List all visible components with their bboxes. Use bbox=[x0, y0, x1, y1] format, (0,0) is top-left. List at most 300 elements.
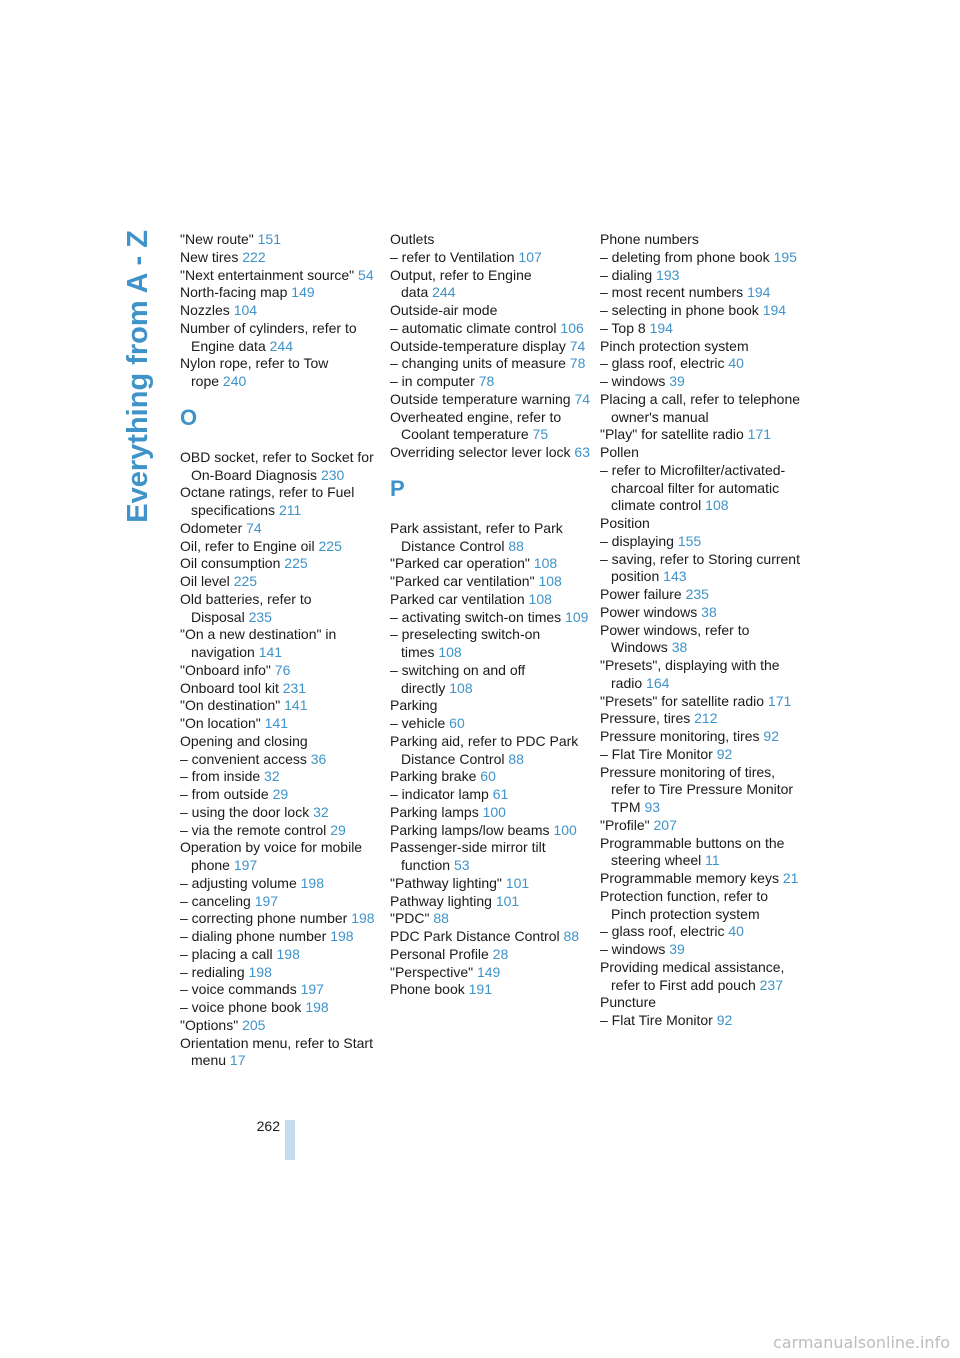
entry-term: Personal Profile bbox=[390, 945, 489, 962]
page-link[interactable]: 54 bbox=[358, 266, 374, 283]
side-title: Everything from A - Z bbox=[122, 230, 154, 523]
entry-term: Parking brake bbox=[390, 768, 477, 785]
page-link[interactable]: 198 bbox=[300, 874, 324, 891]
index-entry bbox=[180, 662, 380, 680]
index-entry bbox=[390, 662, 590, 698]
entry-term: "PDC" bbox=[390, 910, 430, 927]
page-link[interactable]: 74 bbox=[569, 337, 586, 354]
index-entry bbox=[600, 231, 800, 249]
entry-term: – refer to Ventilation bbox=[390, 248, 515, 265]
index-entry bbox=[390, 768, 590, 786]
index-entry bbox=[600, 764, 800, 817]
section-letter-p: P bbox=[390, 475, 405, 501]
entry-term: – dialing bbox=[600, 266, 653, 283]
entry-term: – saving, refer to Storing current position bbox=[600, 550, 800, 585]
page-link[interactable]: 104 bbox=[233, 302, 258, 318]
index-entry bbox=[600, 870, 800, 888]
index-entry bbox=[390, 391, 590, 409]
entry-term: – adjusting volume bbox=[180, 874, 297, 891]
index-entry bbox=[600, 462, 800, 515]
page-link[interactable]: 198 bbox=[305, 999, 329, 1015]
entry-term: – vehicle bbox=[390, 715, 446, 731]
page-link[interactable]: 197 bbox=[233, 857, 258, 873]
entry-term: Outside-air mode bbox=[390, 302, 498, 318]
page-link[interactable]: 101 bbox=[495, 892, 520, 909]
index-entry bbox=[600, 284, 800, 302]
page-link[interactable]: 225 bbox=[318, 537, 342, 554]
index-entry bbox=[390, 355, 590, 373]
entry-term: "On a new destination" in navigation bbox=[180, 626, 337, 660]
page-link[interactable]: 171 bbox=[747, 426, 772, 443]
page-link[interactable]: 78 bbox=[569, 355, 586, 372]
index-entry bbox=[390, 320, 590, 338]
index-entry bbox=[600, 355, 800, 373]
entry-term: Protection function, refer to Pinch protection system bbox=[600, 887, 769, 922]
entry-term: – correcting phone number bbox=[180, 910, 348, 927]
page-link[interactable]: 108 bbox=[705, 497, 729, 514]
index-entry bbox=[180, 484, 380, 520]
entry-term: – placing a call bbox=[180, 945, 273, 962]
index-entry bbox=[180, 946, 380, 964]
page-link[interactable]: 230 bbox=[320, 466, 345, 483]
page-link[interactable]: 36 bbox=[310, 750, 327, 767]
page-link[interactable]: 231 bbox=[282, 679, 307, 696]
index-entry bbox=[600, 586, 800, 604]
index-entry bbox=[600, 391, 800, 427]
page-link[interactable]: 60 bbox=[449, 715, 465, 731]
page-link[interactable]: 108 bbox=[449, 679, 473, 696]
entry-term: – deleting from phone book bbox=[600, 248, 770, 265]
index-entry bbox=[390, 822, 590, 840]
page-link[interactable]: 39 bbox=[669, 941, 685, 957]
index-entry bbox=[600, 888, 800, 924]
index-entry bbox=[600, 923, 800, 941]
page-link[interactable]: 88 bbox=[433, 910, 449, 927]
index-entry bbox=[390, 946, 590, 964]
index-entry bbox=[600, 604, 800, 622]
page-marker-bar bbox=[285, 1120, 295, 1160]
index-entry bbox=[180, 822, 380, 840]
page-link[interactable]: 141 bbox=[284, 697, 308, 714]
entry-term: Pathway lighting bbox=[390, 892, 492, 909]
page-link[interactable]: 244 bbox=[432, 284, 456, 301]
page-link[interactable]: 198 bbox=[276, 945, 300, 962]
page-link[interactable]: 197 bbox=[300, 981, 324, 998]
entry-term: Overheated engine, refer to Coolant temperature bbox=[390, 408, 562, 443]
page-link[interactable]: 92 bbox=[716, 1012, 733, 1028]
index-entry bbox=[390, 444, 590, 462]
entry-term: Opening and closing bbox=[180, 732, 308, 749]
page-link[interactable]: 141 bbox=[258, 644, 283, 660]
entry-term: Power failure bbox=[600, 586, 682, 602]
page-link[interactable]: 235 bbox=[248, 608, 272, 625]
index-entry bbox=[180, 839, 380, 875]
page-link[interactable]: 106 bbox=[560, 319, 584, 336]
index-entry bbox=[180, 355, 380, 391]
entry-term: "Options" bbox=[180, 1016, 239, 1033]
page-number: 262 bbox=[256, 1118, 280, 1134]
index-entry bbox=[600, 373, 800, 391]
index-entry bbox=[600, 817, 800, 835]
index-entry bbox=[390, 573, 590, 591]
entry-term: – selecting in phone book bbox=[600, 302, 759, 318]
entry-term: Pollen bbox=[600, 444, 639, 460]
entry-term: "Profile" bbox=[600, 816, 650, 833]
page-link[interactable]: 100 bbox=[482, 803, 506, 820]
page-link[interactable]: 198 bbox=[351, 910, 375, 927]
page-link[interactable]: 155 bbox=[677, 532, 702, 549]
entry-term: Puncture bbox=[600, 994, 657, 1011]
page-link[interactable]: 240 bbox=[222, 373, 247, 389]
index-entry bbox=[180, 231, 380, 249]
page-link[interactable]: 143 bbox=[663, 568, 687, 585]
page-link[interactable]: 74 bbox=[574, 390, 591, 407]
entry-term: – Top 8 bbox=[600, 319, 646, 336]
index-entry bbox=[180, 284, 380, 302]
entry-term: New tires bbox=[180, 248, 239, 265]
page-link[interactable]: 32 bbox=[264, 768, 280, 785]
page-link[interactable]: 11 bbox=[705, 852, 720, 869]
index-entry bbox=[180, 520, 380, 538]
entry-term: – automatic climate control bbox=[390, 319, 557, 336]
index-entry bbox=[180, 1017, 380, 1035]
index-entry bbox=[180, 875, 380, 893]
index-entry bbox=[390, 786, 590, 804]
entry-term: "Onboard info" bbox=[180, 661, 271, 678]
index-entry bbox=[390, 409, 590, 445]
page-link[interactable]: 191 bbox=[468, 981, 492, 998]
index-entry bbox=[390, 231, 590, 249]
index-entry bbox=[390, 249, 590, 267]
entry-term: Nozzles bbox=[180, 302, 230, 318]
entry-term: – convenient access bbox=[180, 750, 307, 767]
index-entry bbox=[390, 267, 590, 303]
index-entry bbox=[180, 1035, 380, 1071]
index-entry bbox=[180, 999, 380, 1017]
index-entry bbox=[390, 555, 590, 573]
page-link[interactable]: 194 bbox=[762, 302, 787, 318]
page-link[interactable]: 235 bbox=[685, 586, 709, 602]
page-link[interactable]: 164 bbox=[646, 674, 670, 691]
entry-term: Programmable buttons on the steering wheel bbox=[600, 834, 785, 869]
index-entry bbox=[390, 591, 590, 609]
index-entry bbox=[390, 338, 590, 356]
page-link[interactable]: 74 bbox=[246, 519, 262, 536]
page-link[interactable]: 63 bbox=[574, 444, 590, 460]
page-link[interactable]: 171 bbox=[767, 692, 792, 709]
entry-term: – in computer bbox=[390, 373, 475, 389]
page-link[interactable]: 92 bbox=[716, 745, 733, 762]
index-entry bbox=[180, 555, 380, 573]
index-entry bbox=[390, 804, 590, 822]
index-entry bbox=[180, 320, 380, 356]
page-link[interactable]: 194 bbox=[747, 284, 771, 301]
index-entry bbox=[600, 746, 800, 764]
page-link[interactable]: 244 bbox=[269, 337, 293, 354]
entry-term: Outside-temperature display bbox=[390, 337, 566, 354]
index-entry bbox=[600, 249, 800, 267]
index-entry bbox=[180, 626, 380, 662]
entry-term: – switching on and off directly bbox=[390, 661, 526, 696]
entry-term: – Flat Tire Monitor bbox=[600, 1012, 713, 1028]
page-link[interactable]: 198 bbox=[330, 928, 354, 944]
page-link[interactable]: 40 bbox=[728, 923, 744, 940]
entry-term: – from inside bbox=[180, 768, 261, 785]
page-link[interactable]: 198 bbox=[248, 963, 272, 980]
page-link[interactable]: 100 bbox=[553, 821, 577, 838]
entry-term: – Flat Tire Monitor bbox=[600, 745, 713, 762]
entry-term: Park assistant, refer to Park Distance Control bbox=[390, 519, 563, 554]
entry-term: Output, refer to Engine data bbox=[390, 266, 532, 301]
index-entry bbox=[180, 680, 380, 698]
index-entry bbox=[600, 515, 800, 533]
entry-term: Old batteries, refer to Disposal bbox=[180, 590, 312, 625]
page-link[interactable]: 107 bbox=[518, 248, 542, 265]
watermark: carmanualsonline.info bbox=[772, 1333, 950, 1352]
entry-term: Parking lamps bbox=[390, 803, 479, 820]
entry-term: "Parked car operation" bbox=[390, 555, 530, 572]
entry-term: Parking aid, refer to PDC Park Distance Control bbox=[390, 732, 579, 767]
entry-term: Power windows, refer to Windows bbox=[600, 621, 750, 656]
entry-term: Overriding selector lever lock bbox=[390, 444, 571, 460]
index-entry bbox=[390, 875, 590, 893]
entry-term: "On location" bbox=[180, 715, 261, 731]
page-link[interactable]: 61 bbox=[492, 786, 509, 802]
section-letter-o: O bbox=[180, 404, 198, 430]
page-link[interactable]: 78 bbox=[478, 373, 495, 389]
page-link[interactable]: 93 bbox=[644, 799, 661, 815]
index-entry bbox=[180, 733, 380, 751]
page-link[interactable]: 195 bbox=[773, 248, 797, 265]
entry-term: OBD socket, refer to Socket for On-Board Diagnosis bbox=[180, 448, 374, 483]
index-entry bbox=[600, 551, 800, 587]
entry-term: "Next entertainment source" bbox=[180, 266, 355, 283]
page-link[interactable]: 75 bbox=[532, 426, 549, 443]
entry-term: Orientation menu, refer to Start menu bbox=[180, 1034, 373, 1069]
entry-term: – dialing phone number bbox=[180, 928, 327, 944]
entry-term: Passenger-side mirror tilt function bbox=[390, 839, 546, 873]
page-link[interactable]: 149 bbox=[291, 284, 315, 301]
index-entry bbox=[600, 338, 800, 356]
page-link[interactable]: 39 bbox=[669, 373, 685, 389]
entry-term: – preselecting switch-on times bbox=[390, 626, 541, 660]
page-link[interactable]: 38 bbox=[671, 639, 688, 656]
page-link[interactable]: 108 bbox=[438, 644, 462, 660]
index-entry bbox=[390, 893, 590, 911]
index-column-3 bbox=[600, 231, 800, 1030]
entry-term: – canceling bbox=[180, 892, 251, 909]
index-entry bbox=[390, 733, 590, 769]
index-entry bbox=[600, 622, 800, 658]
entry-term: Parking bbox=[390, 697, 438, 714]
index-entry bbox=[390, 910, 590, 928]
page-link[interactable]: 108 bbox=[528, 590, 552, 607]
entry-term: – voice commands bbox=[180, 981, 297, 998]
entry-term: – changing units of measure bbox=[390, 355, 566, 372]
entry-term: – via the remote control bbox=[180, 821, 327, 838]
page-link[interactable]: 60 bbox=[480, 768, 496, 785]
index-column-2 bbox=[390, 231, 590, 999]
page-link[interactable]: 38 bbox=[701, 603, 717, 620]
index-entry bbox=[390, 715, 590, 733]
page-link[interactable]: 197 bbox=[254, 892, 279, 909]
page-link[interactable]: 29 bbox=[272, 786, 289, 802]
entry-term: – activating switch-on times bbox=[390, 608, 562, 625]
index-entry bbox=[180, 910, 380, 928]
entry-term: Oil level bbox=[180, 573, 230, 589]
page-link[interactable]: 88 bbox=[508, 750, 524, 767]
entry-term: Power windows bbox=[600, 603, 698, 620]
page-link[interactable]: 108 bbox=[533, 555, 558, 572]
entry-term: Parked car ventilation bbox=[390, 590, 525, 607]
index-entry bbox=[390, 373, 590, 391]
index-entry bbox=[600, 835, 800, 871]
index-entry bbox=[180, 591, 380, 627]
entry-term: – glass roof, electric bbox=[600, 923, 725, 940]
page-link[interactable]: 151 bbox=[257, 231, 281, 247]
page-link[interactable]: 194 bbox=[649, 319, 673, 336]
page-link[interactable]: 29 bbox=[330, 821, 346, 838]
index-entry bbox=[600, 320, 800, 338]
index-column-1 bbox=[180, 231, 380, 1070]
entry-term: Outside temperature warning bbox=[390, 390, 571, 407]
page-link[interactable]: 211 bbox=[278, 502, 302, 518]
index-entry bbox=[180, 267, 380, 285]
page-link[interactable]: 21 bbox=[782, 870, 799, 886]
entry-term: Octane ratings, refer to Fuel specifications bbox=[180, 484, 355, 518]
page-link[interactable]: 141 bbox=[264, 715, 289, 731]
index-entry bbox=[600, 533, 800, 551]
index-entry bbox=[180, 981, 380, 999]
index-entry bbox=[600, 693, 800, 711]
entry-term: – using the door lock bbox=[180, 803, 310, 820]
index-entry bbox=[180, 573, 380, 591]
entry-term: Number of cylinders, refer to Engine data bbox=[180, 319, 357, 354]
index-entry bbox=[600, 1012, 800, 1030]
entry-term: Pressure monitoring, tires bbox=[600, 728, 760, 744]
entry-term: Oil consumption bbox=[180, 555, 281, 572]
entry-term: – from outside bbox=[180, 786, 269, 802]
page-link[interactable]: 76 bbox=[274, 661, 291, 678]
index-entry bbox=[600, 959, 800, 995]
entry-term: – most recent numbers bbox=[600, 284, 744, 301]
page-link[interactable]: 28 bbox=[492, 945, 509, 962]
entry-term: "New route" bbox=[180, 231, 254, 247]
entry-term: Pressure, tires bbox=[600, 710, 691, 727]
entry-term: – glass roof, electric bbox=[600, 355, 725, 372]
entry-term: Oil, refer to Engine oil bbox=[180, 537, 315, 554]
index-entry bbox=[390, 520, 590, 556]
index-entry bbox=[180, 786, 380, 804]
index-entry bbox=[390, 964, 590, 982]
index-entry bbox=[180, 893, 380, 911]
page-link[interactable]: 92 bbox=[763, 728, 779, 744]
index-entry bbox=[600, 994, 800, 1012]
page-link[interactable]: 225 bbox=[233, 573, 258, 589]
page-link[interactable]: 207 bbox=[653, 816, 677, 833]
index-entry bbox=[600, 657, 800, 693]
page-link[interactable]: 205 bbox=[242, 1016, 266, 1033]
index-entry bbox=[180, 538, 380, 556]
page-link[interactable]: 101 bbox=[505, 874, 530, 891]
entry-term: – displaying bbox=[600, 532, 674, 549]
page-link[interactable]: 32 bbox=[313, 803, 329, 820]
entry-term: "Pathway lighting" bbox=[390, 874, 502, 891]
page-link[interactable]: 17 bbox=[229, 1052, 246, 1069]
entry-term: Onboard tool kit bbox=[180, 679, 279, 696]
page-link[interactable]: 88 bbox=[508, 537, 524, 554]
entry-term: "Presets", displaying with the radio bbox=[600, 657, 780, 691]
index-entry bbox=[180, 249, 380, 267]
index-entry bbox=[600, 710, 800, 728]
entry-term: Odometer bbox=[180, 519, 243, 536]
entry-term: "Perspective" bbox=[390, 963, 474, 980]
index-entry bbox=[600, 302, 800, 320]
entry-term: – redialing bbox=[180, 963, 245, 980]
entry-term: – refer to Microfilter/activated-charcoal filter for automatic climate control bbox=[600, 461, 786, 514]
entry-term: – indicator lamp bbox=[390, 786, 489, 802]
index-entry bbox=[180, 449, 380, 485]
index-entry bbox=[390, 839, 590, 875]
entry-term: Phone numbers bbox=[600, 231, 699, 247]
page-link[interactable]: 193 bbox=[656, 266, 680, 283]
page-link[interactable]: 109 bbox=[565, 608, 589, 625]
page-link[interactable]: 212 bbox=[694, 710, 718, 727]
entry-term: Operation by voice for mobile phone bbox=[180, 839, 363, 873]
index-entry bbox=[180, 928, 380, 946]
entry-term: – voice phone book bbox=[180, 999, 302, 1015]
index-entry bbox=[390, 981, 590, 999]
entry-term: Programmable memory keys bbox=[600, 870, 779, 886]
entry-term: "On destination" bbox=[180, 697, 281, 714]
index-entry bbox=[180, 804, 380, 822]
entry-term: Position bbox=[600, 515, 650, 531]
page-link[interactable]: 222 bbox=[242, 248, 266, 265]
index-entry bbox=[600, 728, 800, 746]
entry-term: "Presets" for satellite radio bbox=[600, 692, 765, 709]
entry-term: Nylon rope, refer to Tow rope bbox=[180, 355, 329, 389]
index-entry bbox=[600, 941, 800, 959]
index-entry bbox=[390, 928, 590, 946]
index-entry bbox=[390, 626, 590, 662]
page-link[interactable]: 88 bbox=[563, 928, 580, 944]
index-entry bbox=[180, 751, 380, 769]
entry-term: Placing a call, refer to telephone owner's manual bbox=[600, 390, 801, 425]
index-entry bbox=[180, 768, 380, 786]
index-entry bbox=[390, 302, 590, 320]
entry-term: PDC Park Distance Control bbox=[390, 928, 560, 944]
entry-term: – windows bbox=[600, 373, 666, 389]
entry-term: Outlets bbox=[390, 231, 435, 247]
page-link[interactable]: 108 bbox=[538, 573, 562, 589]
entry-term: Pressure monitoring of tires, refer to Tire Pressure Monitor TPM bbox=[600, 763, 794, 815]
index-entry bbox=[180, 964, 380, 982]
page-link[interactable]: 237 bbox=[759, 976, 783, 993]
index-entry bbox=[390, 697, 590, 715]
entry-term: Providing medical assistance, refer to First add pouch bbox=[600, 958, 785, 993]
index-entry bbox=[180, 302, 380, 320]
index-entry bbox=[600, 444, 800, 462]
index-entry bbox=[390, 609, 590, 627]
entry-term: "Play" for satellite radio bbox=[600, 426, 744, 443]
entry-term: – windows bbox=[600, 941, 666, 957]
page-link[interactable]: 53 bbox=[453, 857, 470, 873]
entry-term: Parking lamps/low beams bbox=[390, 821, 550, 838]
page-link[interactable]: 225 bbox=[284, 555, 308, 572]
index-entry bbox=[600, 426, 800, 444]
page-link[interactable]: 149 bbox=[476, 963, 501, 980]
page-link[interactable]: 40 bbox=[728, 355, 744, 372]
